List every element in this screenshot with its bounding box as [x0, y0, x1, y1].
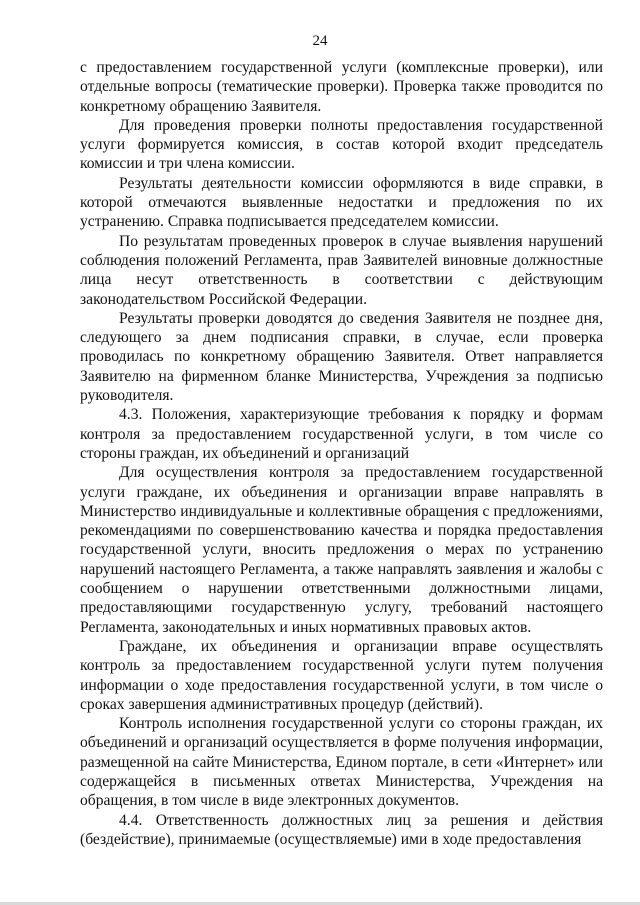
paragraph-commission: Для проведения проверки полноты предоставления государственной услуги формируется комиссия, в состав которой входит председатель комиссии и три члена комиссии.: [80, 116, 603, 173]
section-heading-4-4: 4.4. Ответственность должностных лиц за решения и действия (бездействие), принимаемые (осуществляемые) ими в ходе предоставления: [80, 811, 603, 848]
document-body: [80, 58, 603, 849]
paragraph-liability: По результатам проведенных проверок в случае выявления нарушений соблюдения положений Регламента, прав Заявителей виновные должностные лица несут ответственность в соответствии с действующим законодательством Российской Федерации.: [80, 232, 603, 308]
page-number: 24: [312, 33, 328, 49]
paragraph-citizen-appeals: Для осуществления контроля за предоставлением государственной услуги граждане, их объединения и организации вправе направлять в Министерство индивидуальные и коллективные обращения с предложениями, рекомендациями по совершенствованию качества и порядка предоставления государственной услуги, вносить предложения о мерах по устранению нарушений настоящего Регламента, а также направлять заявления и жалобы с сообщением о нарушении ответственными должностными лицами, предоставляющими государственную услугу, требований настоящего Регламента, законодательных и иных нормативных правовых актов.: [80, 464, 603, 636]
section-heading-4-3: 4.3. Положения, характеризующие требования к порядку и формам контроля за предоставлением государственной услуги, в том числе со стороны граждан, их объединений и организаций: [80, 406, 603, 462]
paragraph-citizen-control: Граждане, их объединения и организации вправе осуществлять контроль за предоставлением государственной услуги путем получения информации о ходе предоставления государственной услуги, в том числе о сроках завершения административных процедур (действий).: [80, 637, 603, 713]
paragraph-commission-results: Результаты деятельности комиссии оформляются в виде справки, в которой отмечаются выявленные недостатки и предложения по их устранению. Справка подписывается председателем комиссии.: [80, 174, 603, 231]
paragraph-control-execution: Контроль исполнения государственной услуги со стороны граждан, их объединений и организаций осуществляется в форме получения информации, размещенной на сайте Министерства, Едином портале, в сети «Интернет» или содержащейся в письменных ответах Министерства, Учреждения на обращения, в том числе в виде электронных документов.: [80, 715, 603, 810]
paragraph-results-notification: Результаты проверки доводятся до сведения Заявителя не позднее дня, следующего за днем подписания справки, в случае, если проверка проводилась по конкретному обращению Заявителя. Ответ направляется Заявителю на фирменном бланке Министерства, Учреждения за подписью руководителя.: [80, 309, 603, 405]
paragraph-checks-continuation: с предоставлением государственной услуги (комплексные проверки), или отдельные вопросы (тематические проверки). Проверка также проводится по конкретному обращению Заявителя.: [80, 59, 603, 115]
